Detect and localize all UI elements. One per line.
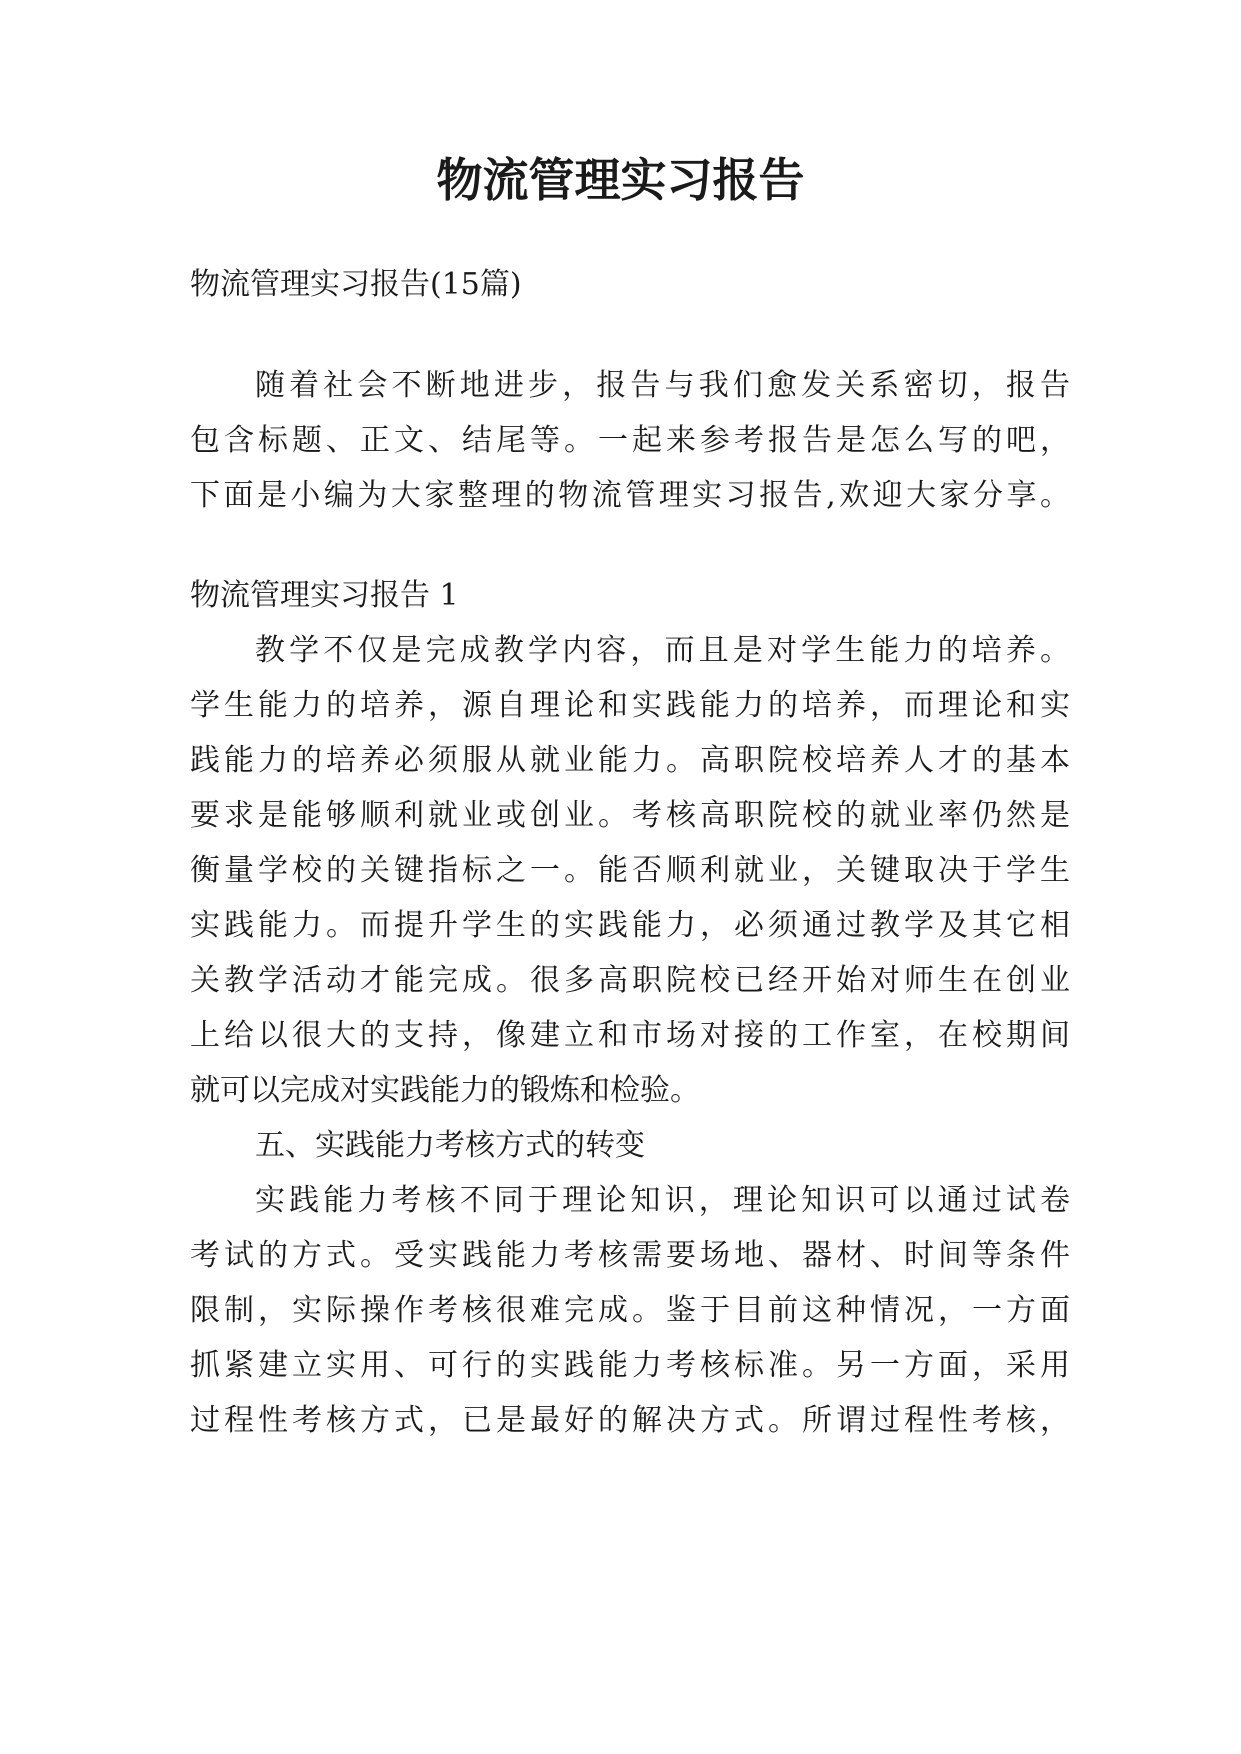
intro-line: 下面是小编为大家整理的物流管理实习报告,欢迎大家分享。 bbox=[190, 478, 1070, 513]
paragraph-line: 衡量学校的关键指标之一。能否顺利就业，关键取决于学生 bbox=[190, 853, 1070, 888]
paragraph-line: 限制，实际操作考核很难完成。鉴于目前这种情况，一方面 bbox=[190, 1293, 1070, 1328]
paragraph-line: 就可以完成对实践能力的锻炼和检验。 bbox=[190, 1073, 700, 1108]
paragraph-line: 关教学活动才能完成。很多高职院校已经开始对师生在创业 bbox=[190, 963, 1070, 998]
paragraph-line: 要求是能够顺利就业或创业。考核高职院校的就业率仍然是 bbox=[190, 798, 1070, 833]
subheading: 五、实践能力考核方式的转变 bbox=[255, 1128, 645, 1163]
paragraph-line: 考试的方式。受实践能力考核需要场地、器材、时间等条件 bbox=[190, 1238, 1070, 1273]
intro-line: 随着社会不断地进步，报告与我们愈发关系密切，报告 bbox=[255, 368, 1070, 403]
paragraph-line: 过程性考核方式，已是最好的解决方式。所谓过程性考核， bbox=[190, 1403, 1070, 1438]
paragraph-line: 实践能力。而提升学生的实践能力，必须通过教学及其它相 bbox=[190, 908, 1070, 943]
paragraph-line: 学生能力的培养，源自理论和实践能力的培养，而理论和实 bbox=[190, 688, 1070, 723]
paragraph-line: 践能力的培养必须服从就业能力。高职院校培养人才的基本 bbox=[190, 743, 1070, 778]
paragraph-line: 抓紧建立实用、可行的实践能力考核标准。另一方面，采用 bbox=[190, 1348, 1070, 1383]
document-subtitle: 物流管理实习报告(15篇) bbox=[190, 267, 522, 302]
intro-line: 包含标题、正文、结尾等。一起来参考报告是怎么写的吧， bbox=[190, 423, 1070, 458]
paragraph-line: 实践能力考核不同于理论知识，理论知识可以通过试卷 bbox=[255, 1183, 1070, 1218]
section-heading: 物流管理实习报告 1 bbox=[190, 578, 459, 613]
paragraph-line: 教学不仅是完成教学内容，而且是对学生能力的培养。 bbox=[255, 633, 1070, 668]
document-title: 物流管理实习报告 bbox=[436, 153, 805, 207]
paragraph-line: 上给以很大的支持，像建立和市场对接的工作室，在校期间 bbox=[190, 1018, 1070, 1053]
